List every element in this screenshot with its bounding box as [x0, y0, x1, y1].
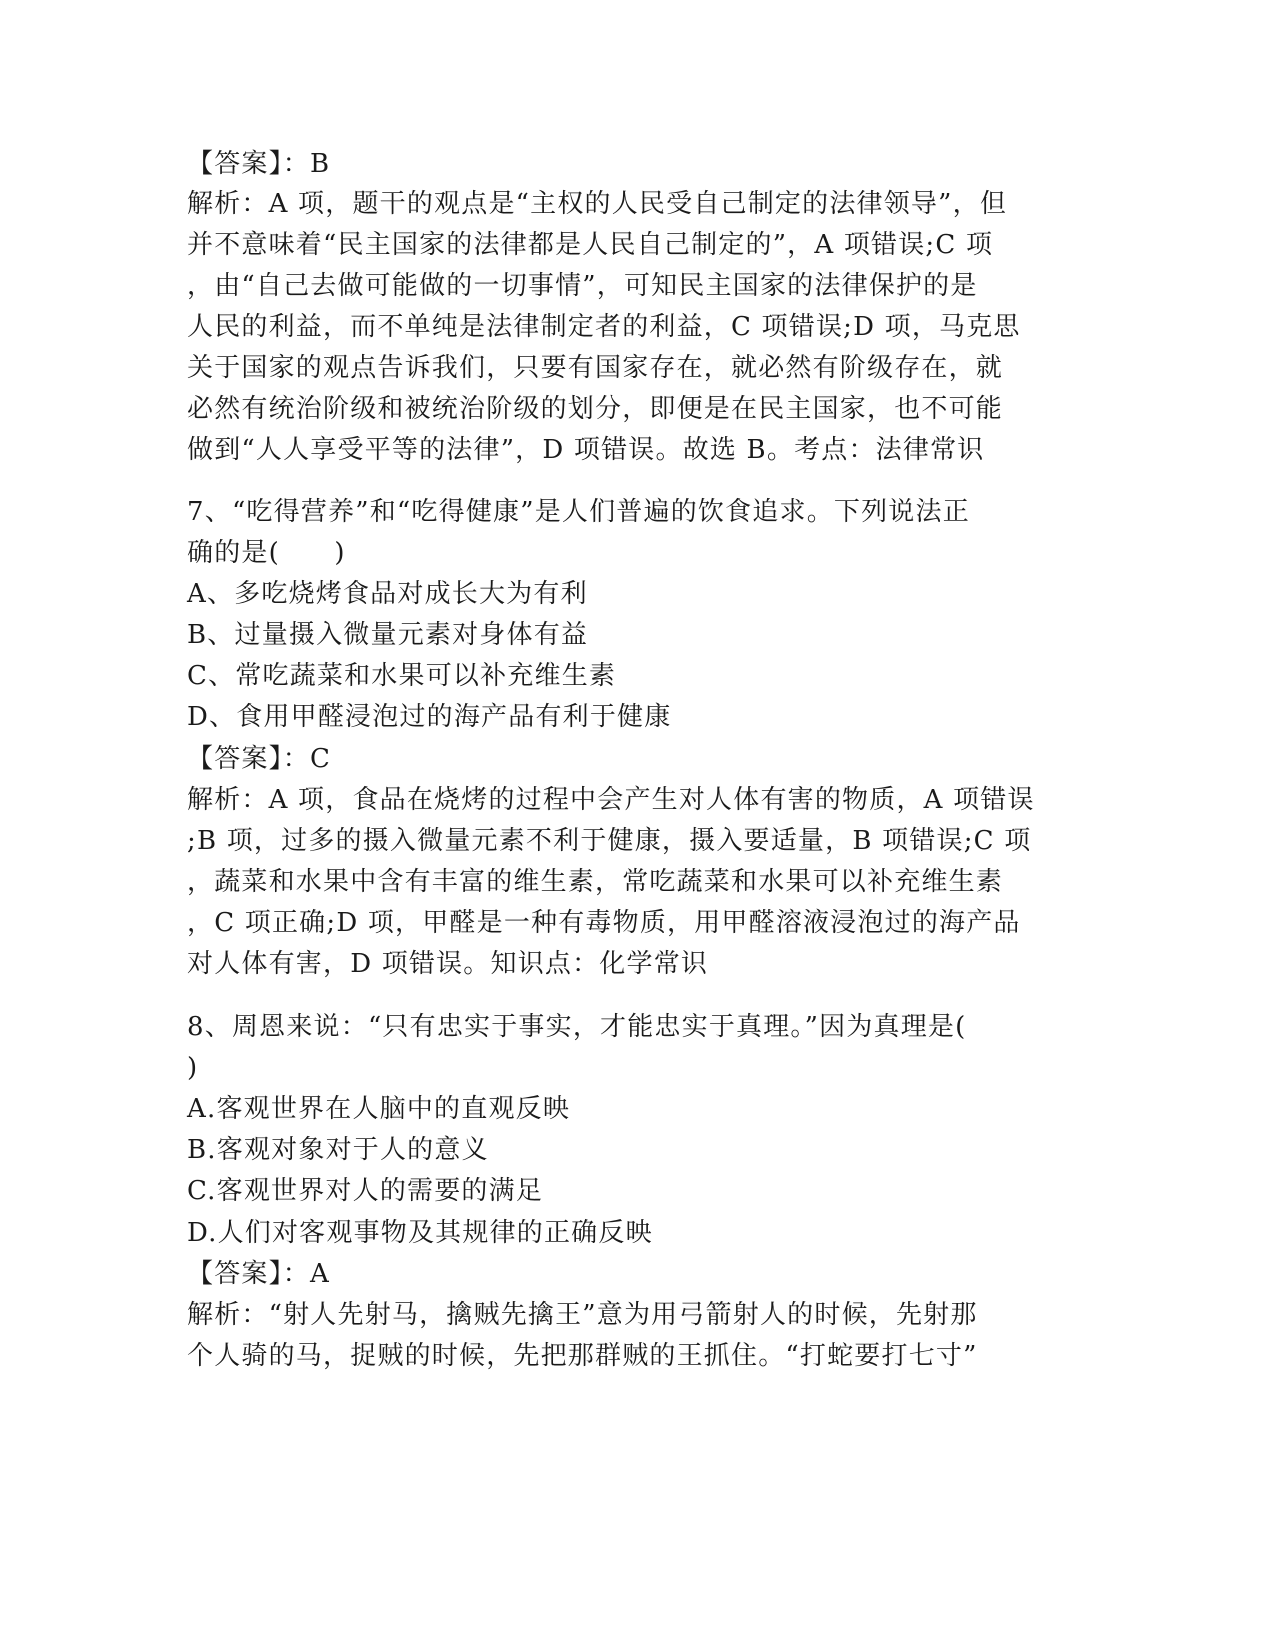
q8-explanation-line: 解析：“射人先射马，擒贼先擒王”意为用弓箭射人的时候，先射那: [187, 1300, 978, 1330]
q8-option-d: D.人们对客观事物及其规律的正确反映: [187, 1218, 653, 1248]
q7-explanation-line: ，蔬菜和水果中含有丰富的维生素，常吃蔬菜和水果可以补充维生素: [187, 867, 1004, 897]
q8-stem-line: 8、周恩来说：“只有忠实于事实，才能忠实于真理。”因为真理是(: [187, 1012, 967, 1042]
q7-option-b: B、过量摄入微量元素对身体有益: [187, 620, 589, 650]
q7-option-a: A、多吃烧烤食品对成长大为有利: [187, 579, 588, 609]
q7-stem-line: 7、“吃得营养”和“吃得健康”是人们普遍的饮食追求。下列说法正: [187, 497, 970, 527]
q7-answer: 【答案】：C: [187, 744, 332, 774]
q6-answer: 【答案】：B: [187, 149, 331, 179]
q6-explanation-line: 解析：A 项，题干的观点是“主权的人民受自己制定的法律领导”，但: [187, 189, 1008, 219]
q7-explanation-line: ，C 项正确;D 项，甲醛是一种有毒物质，用甲醛溶液浸泡过的海产品: [187, 908, 1021, 938]
q6-explanation-line: 关于国家的观点告诉我们，只要有国家存在，就必然有阶级存在，就: [187, 353, 1004, 383]
q8-answer: 【答案】：A: [187, 1259, 330, 1289]
q8-option-a: A.客观世界在人脑中的直观反映: [187, 1094, 571, 1124]
q7-option-c: C、常吃蔬菜和水果可以补充维生素: [187, 661, 617, 691]
q7-explanation-line: 对人体有害，D 项错误。知识点：化学常识: [187, 949, 709, 979]
q7-explanation-line: ;B 项，过多的摄入微量元素不利于健康，摄入要适量，B 项错误;C 项: [187, 826, 1032, 856]
q6-explanation-line: 做到“人人享受平等的法律”，D 项错误。故选 B。考点：法律常识: [187, 435, 985, 465]
q8-option-b: B.客观对象对于人的意义: [187, 1135, 489, 1165]
q7-explanation-line: 解析：A 项，食品在烧烤的过程中会产生对人体有害的物质，A 项错误: [187, 785, 1035, 815]
q7-stem-line: 确的是( ): [187, 538, 346, 568]
q6-explanation-line: ，由“自己去做可能做的一切事情”，可知民主国家的法律保护的是: [187, 271, 978, 301]
q8-explanation-line: 个人骑的马，捉贼的时候，先把那群贼的王抓住。“打蛇要打七寸”: [187, 1341, 978, 1371]
q6-explanation-line: 并不意味着“民主国家的法律都是人民自己制定的”，A 项错误;C 项: [187, 230, 994, 260]
q8-option-c: C.客观世界对人的需要的满足: [187, 1176, 544, 1206]
q7-option-d: D、食用甲醛浸泡过的海产品有利于健康: [187, 702, 672, 732]
q8-stem-line: ): [187, 1053, 199, 1083]
q6-explanation-line: 人民的利益，而不单纯是法律制定者的利益，C 项错误;D 项，马克思: [187, 312, 1021, 342]
q6-explanation-line: 必然有统治阶级和被统治阶级的划分，即便是在民主国家，也不可能: [187, 394, 1004, 424]
